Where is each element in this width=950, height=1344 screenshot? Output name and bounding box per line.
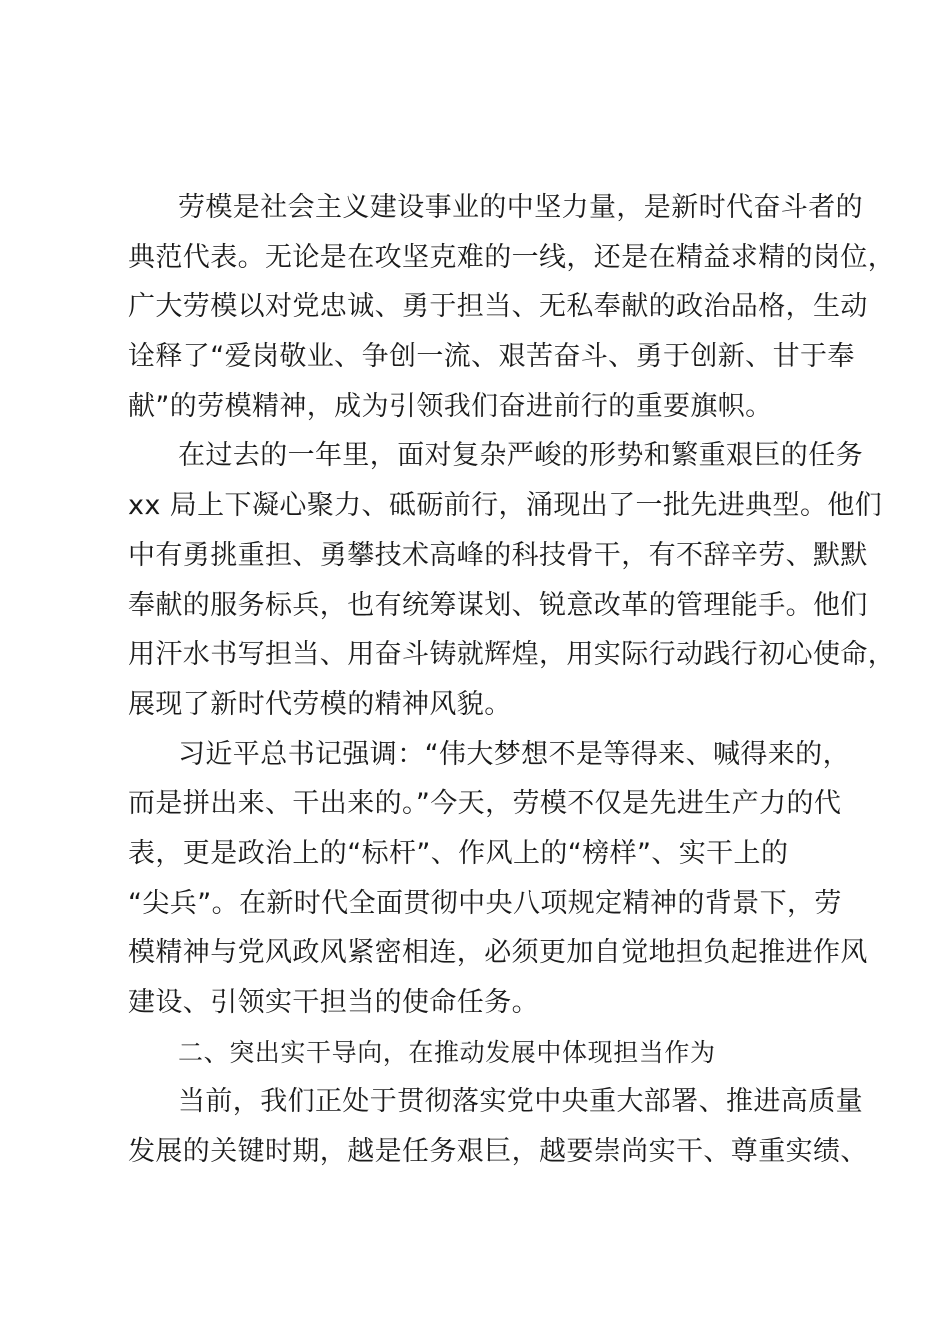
text-line: 展现了新时代劳模的精神风貌。	[128, 688, 512, 720]
text-line: “尖兵”。在新时代全面贯彻中央八项规定精神的背景下，劳	[128, 887, 842, 919]
text-line: 用汗水书写担当、用奋斗铸就辉煌，用实际行动践行初心使命，	[128, 639, 896, 671]
text-line: 广大劳模以对党忠诚、勇于担当、无私奉献的政治品格，生动	[128, 291, 868, 323]
paragraph-2	[128, 431, 896, 729]
text-line: 发展的关键时期，越是任务艰巨，越要崇尚实干、尊重实绩、	[128, 1136, 868, 1168]
paragraph-4	[128, 1077, 868, 1176]
text-line: 建设、引领实干担当的使命任务。	[128, 987, 539, 1018]
text-line: 在过去的一年里，面对复杂严峻的形势和繁重艰巨的任务	[178, 440, 863, 472]
text-line: 奉献的服务标兵，也有统筹谋划、锐意改革的管理能手。他们	[128, 589, 868, 621]
text-line: xx 局上下凝心聚力、砥砺前行，涌现出了一批先进典型。他们	[128, 490, 883, 522]
document-body	[128, 183, 896, 1177]
text-line: 诠释了“爱岗敬业、争创一流、艰苦奋斗、勇于创新、甘于奉	[128, 341, 855, 373]
text-line: 当前，我们正处于贯彻落实党中央重大部署、推进高质量	[178, 1086, 863, 1118]
text-line: 劳模是社会主义建设事业的中坚力量，是新时代奋斗者的	[178, 192, 863, 223]
text-line: 典范代表。无论是在攻坚克难的一线，还是在精益求精的岗位，	[128, 241, 896, 273]
section-heading: 二、突出实干导向，在推动发展中体现担当作为	[178, 1037, 716, 1067]
text-line: 而是拼出来、干出来的。”今天，劳模不仅是先进生产力的代	[128, 788, 842, 820]
paragraph-3	[128, 730, 868, 1028]
text-line: 习近平总书记强调：“伟大梦想不是等得来、喊得来的，	[178, 738, 850, 770]
text-line: 表，更是政治上的“标杆”、作风上的“榜样”、实干上的	[128, 837, 789, 869]
text-line: 中有勇挑重担、勇攀技术高峰的科技骨干，有不辞辛劳、默默	[128, 539, 868, 571]
paragraph-1	[128, 183, 896, 431]
text-line: 模精神与党风政风紧密相连，必须更加自觉地担负起推进作风	[128, 937, 868, 969]
text-line: 献”的劳模精神，成为引领我们奋进前行的重要旗帜。	[128, 390, 773, 422]
